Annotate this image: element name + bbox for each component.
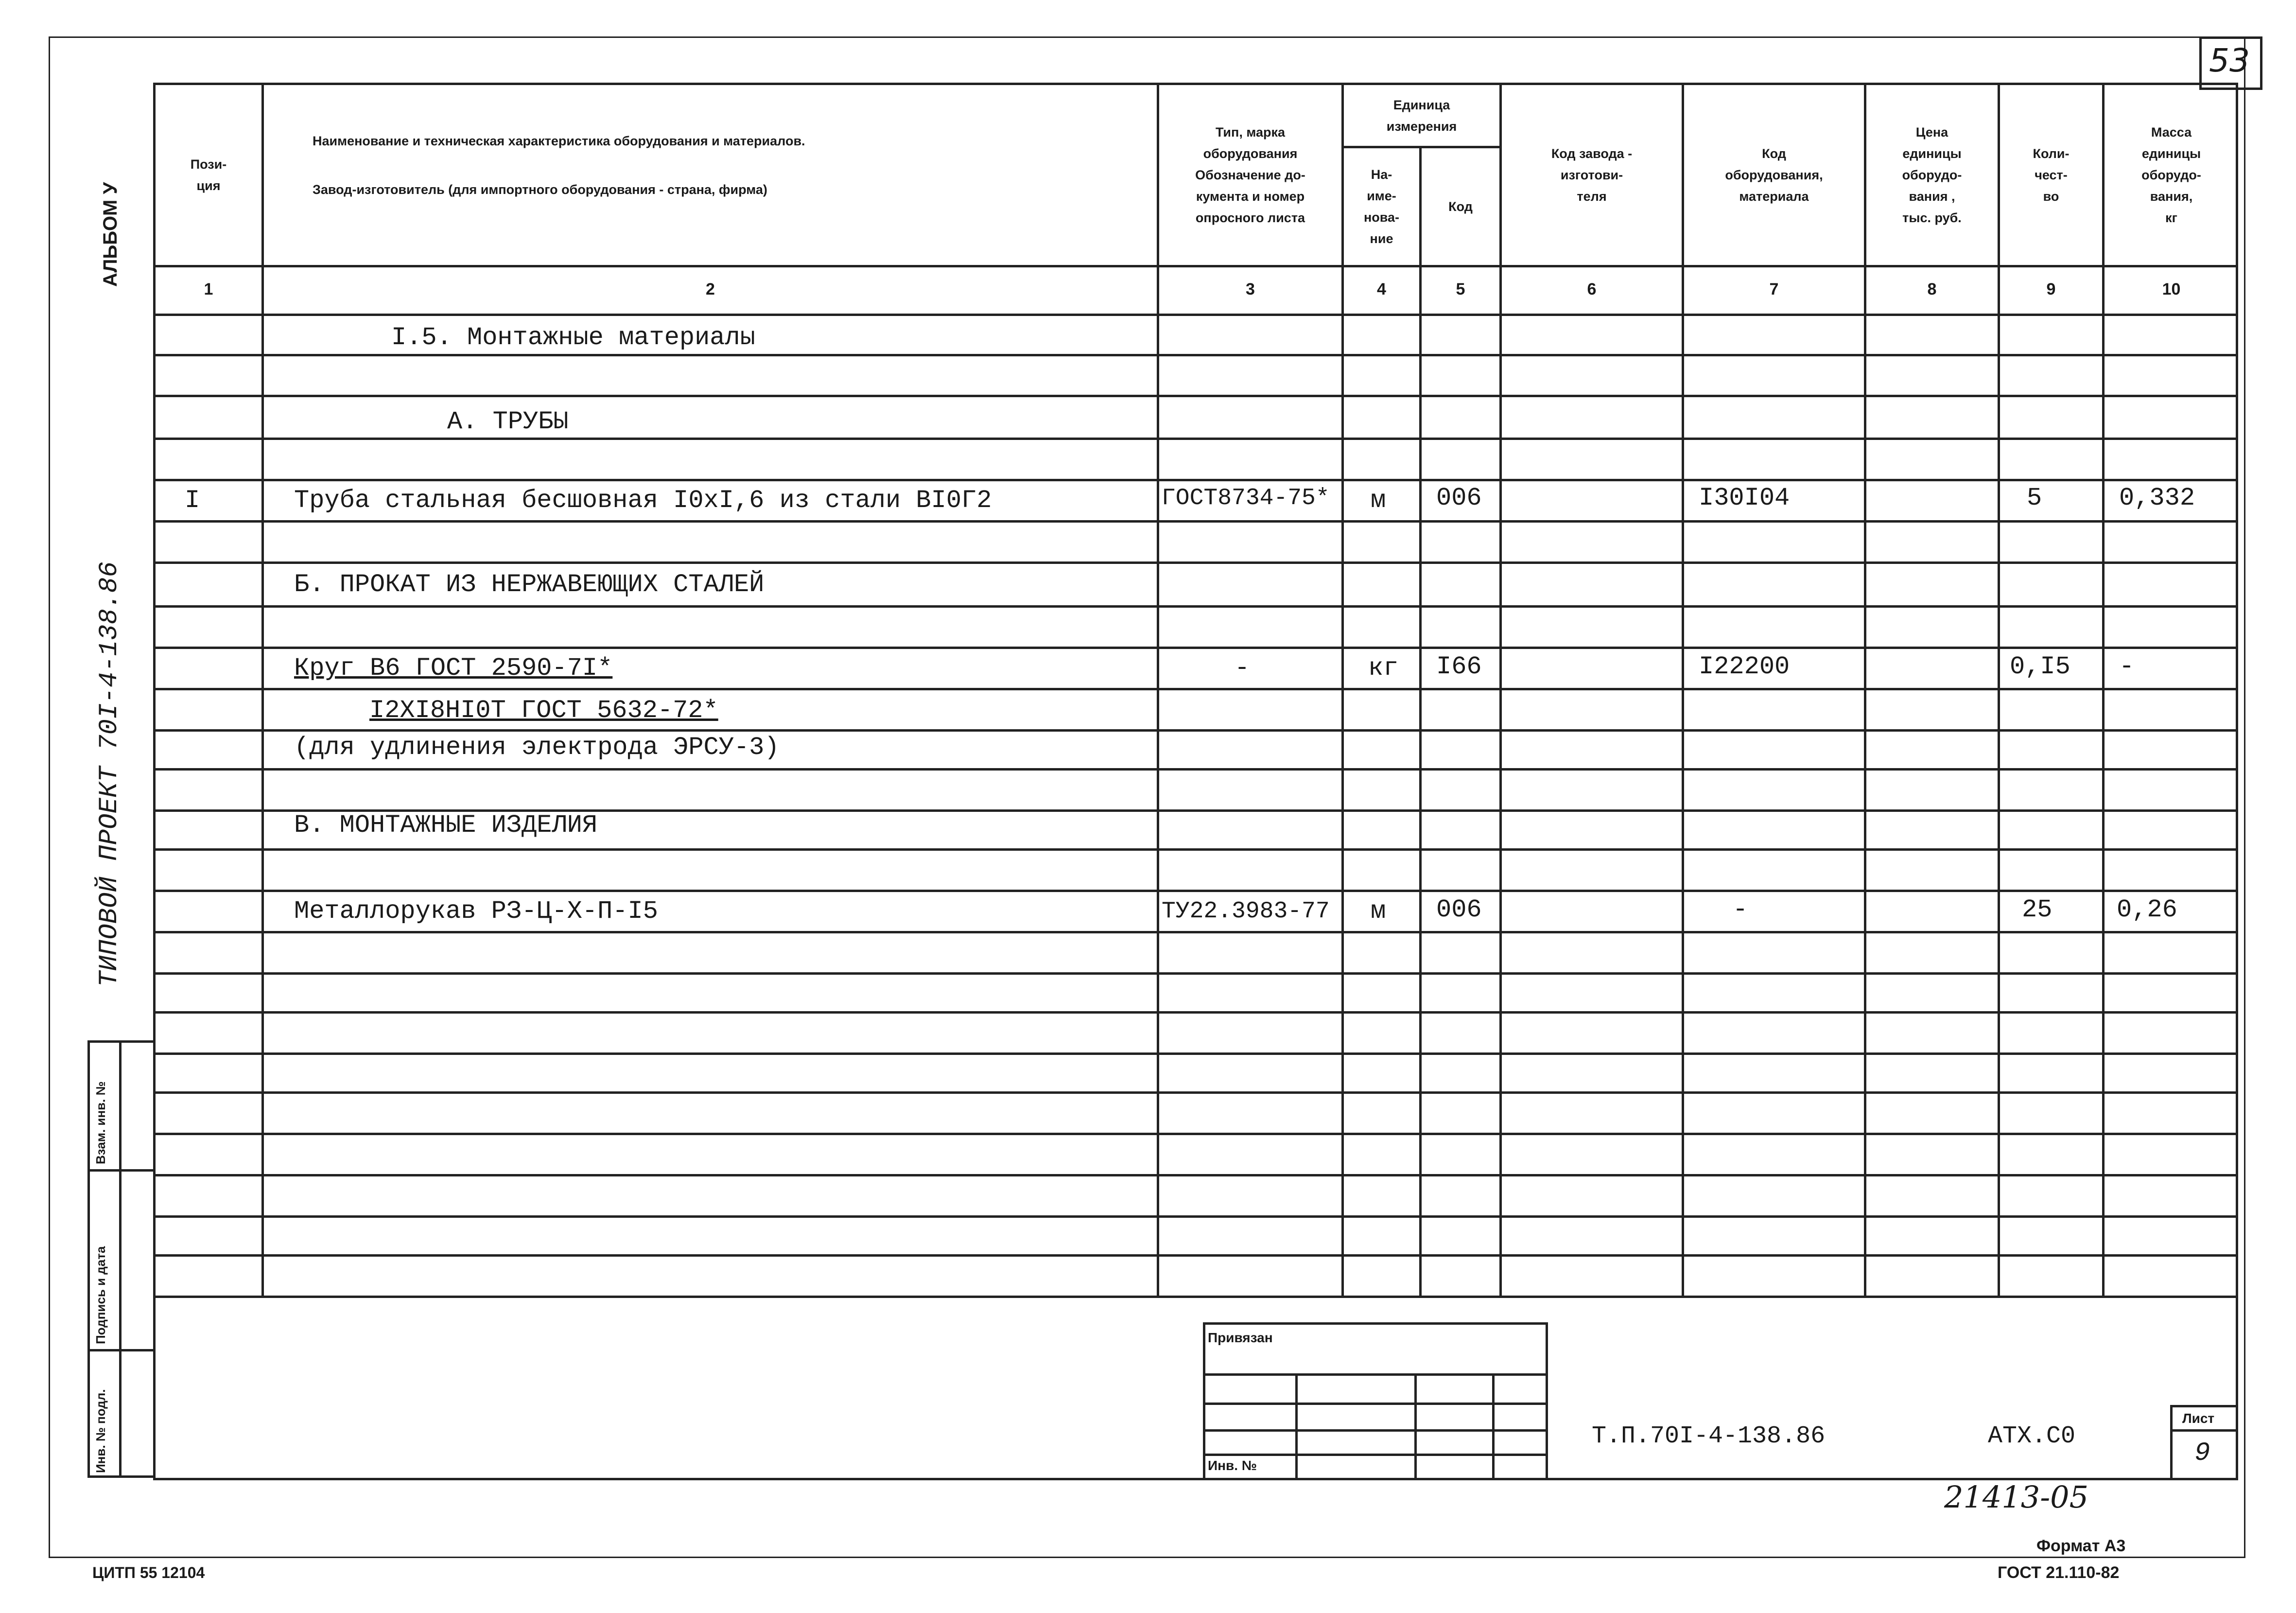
row-line [153,729,2238,732]
privyazan-col [1492,1373,1495,1480]
row-line [153,1174,2238,1176]
col-divider [1499,83,1502,1298]
row-line [153,561,2238,564]
sign-date-label: Подпись и дата [93,1246,108,1344]
left-stamp-divider [119,1040,122,1478]
header-unit-group: Единица измерения [1386,97,1457,134]
colnum-10: 10 [2162,280,2181,298]
colnum-6: 6 [1587,280,1597,298]
privyazan-row [1203,1429,1548,1432]
colnum-9: 9 [2046,280,2056,298]
rod-doc: - [1235,654,1250,683]
group-a-title: А. ТРУБЫ [447,407,569,436]
rod-quantity: 0,I5 [2010,652,2070,681]
section-title: I.5. Монтажные материалы [391,323,755,352]
rod-name-line2: I2XI8HI0Т ГОСТ 5632-72* [369,696,718,725]
privyazan-col [1414,1373,1417,1480]
row-line [153,1052,2238,1055]
row-line [153,688,2238,690]
colnum-8: 8 [1927,280,1937,298]
colnum-4: 4 [1377,280,1386,298]
row-line [153,354,2238,356]
gost-label: ГОСТ 21.110-82 [1998,1563,2120,1582]
col-divider [261,83,264,1298]
row-line [153,972,2238,975]
document-designation: Т.П.70I-4-138.86 [1592,1422,1826,1450]
privyazan-row [1203,1373,1548,1376]
rod-name-line1: Круг В6 ГОСТ 2590-7I* [294,654,613,683]
row-line [153,1254,2238,1257]
row-line [153,520,2238,523]
group-c-title: В. МОНТАЖНЫЕ ИЗДЕЛИЯ [294,811,598,840]
hose-mass: 0,26 [2117,895,2177,924]
header-type-doc: Тип, марка оборудования Обозначение до- кумента и номер опросного листа [1195,125,1305,225]
header-position: Пози- ция [190,157,227,193]
header-plant-code: Код завода - изготови- теля [1551,146,1633,204]
document-code: АТХ.С0 [1988,1422,2076,1450]
pipe-unit: м [1371,486,1386,515]
row-line [153,395,2238,397]
pipe-mass: 0,332 [2119,484,2195,512]
col-divider [2102,83,2105,1298]
row-line [153,1133,2238,1135]
row-line [153,1091,2238,1094]
pipe-unit-code: 006 [1436,484,1482,512]
header-unit-name: На- име- нова- ние [1363,167,1400,246]
row-line [153,1215,2238,1218]
inv-podl-label: Инв. № подл. [93,1389,108,1473]
col-divider [1864,83,1866,1298]
pipe-equipment-code: I30I04 [1699,484,1790,512]
colnum-2: 2 [706,280,715,298]
group-b-title: Б. ПРОКАТ ИЗ НЕРЖАВЕЮЩИХ СТАЛЕЙ [294,570,765,599]
pipe-name: Труба стальная бесшовная I0xI,6 из стали BI0Г2 [294,486,992,515]
header-quantity: Коли- чест- во [2033,146,2070,204]
hose-quantity: 25 [2022,895,2052,924]
row-line [153,848,2238,851]
sheet-label: Лист [2182,1411,2215,1426]
row-line [153,931,2238,933]
hose-equipment-code: - [1733,895,1748,924]
colnum-1: 1 [204,280,213,298]
inv-no-label: Инв. № [1208,1458,1257,1473]
colnum-7: 7 [1769,280,1779,298]
pipe-position: I [185,486,200,515]
privyazan-label: Привязан [1208,1330,1273,1345]
project-label: ТИПОВОЙ ПРОЕКТ 70I-4-138.86 [95,561,124,987]
hose-name: Металлорукав РЗ-Ц-Х-П-I5 [294,897,658,926]
left-stamp-row [87,1349,156,1351]
citp-label: ЦИТП 55 12104 [92,1564,205,1581]
corner-sheet-number: 53 [2209,42,2250,79]
row-line [153,1011,2238,1014]
title-block-frame [153,1296,2238,1480]
header-name-line1: Наименование и техническая характеристика оборудования и материалов. [313,134,805,148]
row-line [153,605,2238,608]
left-stamp-row [87,1169,156,1172]
pipe-doc: ГОСТ8734-75* [1162,485,1330,511]
hose-unit-code: 006 [1436,895,1482,924]
hose-unit: м [1371,897,1386,926]
col-divider [1419,146,1422,1298]
rod-mass: - [2119,652,2135,681]
row-line [153,438,2238,440]
col-divider [1341,83,1344,1298]
row-line [153,890,2238,892]
col-divider [1157,83,1159,1298]
pipe-quantity: 5 [2027,484,2042,512]
col-divider [1998,83,2000,1298]
inv-zam-label: Взам. инв. № [93,1081,108,1164]
colnum-3: 3 [1246,280,1255,298]
header-mass: Масса единицы оборудо- вания, кг [2141,125,2201,225]
handwritten-number: 21413-05 [1944,1479,2089,1515]
colnum-5: 5 [1456,280,1465,298]
hose-doc: ТУ22.3983-77 [1162,898,1330,925]
colnum-bottom-line [153,314,2238,316]
privyazan-col [1295,1373,1298,1480]
privyazan-row [1203,1403,1548,1405]
album-label: АЛЬБОМ У [100,182,121,287]
col-divider [1682,83,1684,1298]
rod-unit-code: I66 [1436,652,1482,681]
row-line [153,479,2238,481]
rod-unit: кг [1368,654,1399,683]
row-line [153,647,2238,649]
rod-equipment-code: I22200 [1699,652,1790,681]
row-line [153,768,2238,771]
format-label: Формат А3 [2036,1537,2126,1555]
header-price: Цена единицы оборудо- вания , тыс. руб. [1902,125,1962,225]
header-equipment-code: Код оборудования, материала [1725,146,1823,204]
rod-name-line3: (для удлинения электрода ЭРСУ-3) [294,733,780,762]
header-name-line2: Завод-изготовитель (для импортного оборудования - страна, фирма) [313,182,767,197]
header-bottom-line [153,265,2238,267]
header-unit-code: Код [1448,199,1473,214]
sheet-number: 9 [2194,1438,2210,1468]
